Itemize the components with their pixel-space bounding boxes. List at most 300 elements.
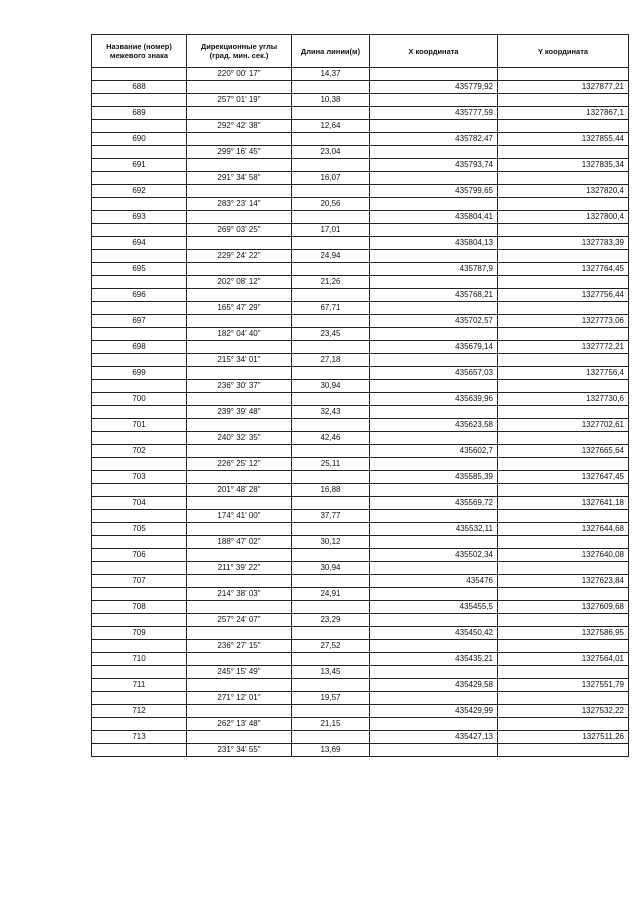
point-row [92, 289, 629, 302]
line-length: 30,94 [292, 562, 370, 575]
point-name-cell [92, 744, 187, 757]
y-cell [498, 68, 629, 81]
point-name: 710 [92, 653, 187, 666]
angle-cell [187, 133, 292, 146]
direction-angle: 262° 13' 48" [187, 718, 292, 731]
point-row [92, 627, 629, 640]
x-coordinate: 435435,21 [370, 653, 498, 666]
point-name-cell [92, 172, 187, 185]
x-coordinate: 435569,72 [370, 497, 498, 510]
length-cell [292, 237, 370, 250]
x-cell [370, 380, 498, 393]
segment-row [92, 718, 629, 731]
y-cell [498, 432, 629, 445]
y-cell [498, 354, 629, 367]
y-cell [498, 302, 629, 315]
point-name: 705 [92, 523, 187, 536]
y-cell [498, 380, 629, 393]
point-name-cell [92, 510, 187, 523]
point-name: 698 [92, 341, 187, 354]
point-name-cell [92, 614, 187, 627]
x-coordinate: 435532,11 [370, 523, 498, 536]
point-row [92, 705, 629, 718]
direction-angle: 220° 00' 17" [187, 68, 292, 81]
point-name-cell [92, 354, 187, 367]
x-coordinate: 435502,34 [370, 549, 498, 562]
point-row [92, 601, 629, 614]
length-cell [292, 107, 370, 120]
y-coordinate: 1327665,64 [498, 445, 629, 458]
point-row [92, 367, 629, 380]
point-name: 701 [92, 419, 187, 432]
point-name-cell [92, 458, 187, 471]
y-coordinate: 1327702,61 [498, 419, 629, 432]
x-coordinate: 435429,99 [370, 705, 498, 718]
x-cell [370, 614, 498, 627]
length-cell [292, 653, 370, 666]
x-cell [370, 354, 498, 367]
x-cell [370, 718, 498, 731]
y-coordinate: 1327800,4 [498, 211, 629, 224]
col-header-length: Длина линии(м) [292, 35, 370, 68]
direction-angle: 269° 03' 25" [187, 224, 292, 237]
line-length: 16,07 [292, 172, 370, 185]
x-cell [370, 666, 498, 679]
segment-row [92, 562, 629, 575]
x-coordinate: 435804,13 [370, 237, 498, 250]
x-coordinate: 435623,58 [370, 419, 498, 432]
point-name-cell [92, 146, 187, 159]
point-name: 693 [92, 211, 187, 224]
point-row [92, 159, 629, 172]
point-name: 703 [92, 471, 187, 484]
point-name: 696 [92, 289, 187, 302]
point-name-cell [92, 380, 187, 393]
direction-angle: 165° 47' 29" [187, 302, 292, 315]
direction-angle: 257° 24' 07" [187, 614, 292, 627]
direction-angle: 226° 25' 12" [187, 458, 292, 471]
col-header-name: Название (номер) межевого знака [92, 35, 187, 68]
x-cell [370, 120, 498, 133]
point-row [92, 237, 629, 250]
x-cell [370, 198, 498, 211]
x-cell [370, 68, 498, 81]
point-name: 692 [92, 185, 187, 198]
segment-row [92, 380, 629, 393]
col-header-x: X координата [370, 35, 498, 68]
line-length: 32,43 [292, 406, 370, 419]
x-coordinate: 435799,65 [370, 185, 498, 198]
line-length: 16,88 [292, 484, 370, 497]
point-name: 697 [92, 315, 187, 328]
point-name-cell [92, 224, 187, 237]
direction-angle: 283° 23' 14" [187, 198, 292, 211]
y-cell [498, 146, 629, 159]
x-cell [370, 432, 498, 445]
y-coordinate: 1327640,08 [498, 549, 629, 562]
point-row [92, 185, 629, 198]
segment-row [92, 224, 629, 237]
boundary-coordinates-table [91, 34, 629, 757]
line-length: 30,12 [292, 536, 370, 549]
angle-cell [187, 471, 292, 484]
segment-row [92, 432, 629, 445]
x-cell [370, 562, 498, 575]
length-cell [292, 367, 370, 380]
line-length: 23,04 [292, 146, 370, 159]
point-row [92, 81, 629, 94]
x-coordinate: 435639,96 [370, 393, 498, 406]
segment-row [92, 94, 629, 107]
segment-row [92, 250, 629, 263]
segment-row [92, 640, 629, 653]
line-length: 23,29 [292, 614, 370, 627]
x-coordinate: 435427,13 [370, 731, 498, 744]
x-cell [370, 406, 498, 419]
point-name-cell [92, 588, 187, 601]
line-length: 19,57 [292, 692, 370, 705]
x-coordinate: 435450,42 [370, 627, 498, 640]
segment-row [92, 458, 629, 471]
length-cell [292, 211, 370, 224]
angle-cell [187, 731, 292, 744]
point-row [92, 445, 629, 458]
segment-row [92, 744, 629, 757]
y-coordinate: 1327586,95 [498, 627, 629, 640]
direction-angle: 299° 16' 45" [187, 146, 292, 159]
direction-angle: 245° 15' 49" [187, 666, 292, 679]
line-length: 42,46 [292, 432, 370, 445]
y-cell [498, 510, 629, 523]
segment-row [92, 198, 629, 211]
length-cell [292, 679, 370, 692]
direction-angle: 215° 34' 01" [187, 354, 292, 367]
y-coordinate: 1327551,79 [498, 679, 629, 692]
y-cell [498, 744, 629, 757]
x-cell [370, 146, 498, 159]
direction-angle: 257° 01' 19" [187, 94, 292, 107]
direction-angle: 236° 30' 37" [187, 380, 292, 393]
x-cell [370, 94, 498, 107]
angle-cell [187, 445, 292, 458]
line-length: 20,56 [292, 198, 370, 211]
x-cell [370, 224, 498, 237]
segment-row [92, 276, 629, 289]
angle-cell [187, 289, 292, 302]
x-coordinate: 435768,21 [370, 289, 498, 302]
point-name: 706 [92, 549, 187, 562]
y-coordinate: 1327820,4 [498, 185, 629, 198]
y-cell [498, 224, 629, 237]
point-name: 700 [92, 393, 187, 406]
length-cell [292, 523, 370, 536]
segment-row [92, 354, 629, 367]
line-length: 21,15 [292, 718, 370, 731]
angle-cell [187, 653, 292, 666]
length-cell [292, 471, 370, 484]
length-cell [292, 133, 370, 146]
col-header-y: Y координата [498, 35, 629, 68]
segment-row [92, 692, 629, 705]
x-cell [370, 692, 498, 705]
y-coordinate: 1327609,68 [498, 601, 629, 614]
segment-row [92, 120, 629, 133]
angle-cell [187, 159, 292, 172]
y-coordinate: 1327756,4 [498, 367, 629, 380]
direction-angle: 236° 27' 15" [187, 640, 292, 653]
y-cell [498, 562, 629, 575]
x-coordinate: 435602,7 [370, 445, 498, 458]
direction-angle: 174° 41' 00" [187, 510, 292, 523]
segment-row [92, 68, 629, 81]
angle-cell [187, 497, 292, 510]
y-coordinate: 1327877,21 [498, 81, 629, 94]
line-length: 14,37 [292, 68, 370, 81]
point-name: 708 [92, 601, 187, 614]
x-cell [370, 172, 498, 185]
direction-angle: 240° 32' 35" [187, 432, 292, 445]
y-coordinate: 1327855,44 [498, 133, 629, 146]
col-header-angle: Дирекционные углы (град. мин. сек.) [187, 35, 292, 68]
y-coordinate: 1327511,26 [498, 731, 629, 744]
point-name-cell [92, 692, 187, 705]
y-coordinate: 1327835,34 [498, 159, 629, 172]
segment-row [92, 510, 629, 523]
point-name-cell [92, 484, 187, 497]
angle-cell [187, 341, 292, 354]
x-cell [370, 484, 498, 497]
angle-cell [187, 315, 292, 328]
point-name-cell [92, 250, 187, 263]
y-cell [498, 458, 629, 471]
y-coordinate: 1327564,01 [498, 653, 629, 666]
point-name: 690 [92, 133, 187, 146]
x-cell [370, 744, 498, 757]
segment-row [92, 484, 629, 497]
line-length: 24,94 [292, 250, 370, 263]
point-name-cell [92, 302, 187, 315]
y-coordinate: 1327623,84 [498, 575, 629, 588]
length-cell [292, 445, 370, 458]
direction-angle: 188° 47' 02" [187, 536, 292, 549]
angle-cell [187, 393, 292, 406]
point-name-cell [92, 666, 187, 679]
x-coordinate: 435455,5 [370, 601, 498, 614]
segment-row [92, 328, 629, 341]
x-coordinate: 435787,9 [370, 263, 498, 276]
direction-angle: 239° 39' 48" [187, 406, 292, 419]
segment-row [92, 588, 629, 601]
point-name: 694 [92, 237, 187, 250]
point-row [92, 575, 629, 588]
x-coordinate: 435702,57 [370, 315, 498, 328]
direction-angle: 229° 24' 22" [187, 250, 292, 263]
point-row [92, 211, 629, 224]
angle-cell [187, 523, 292, 536]
x-coordinate: 435679,14 [370, 341, 498, 354]
segment-row [92, 406, 629, 419]
segment-row [92, 146, 629, 159]
point-name: 704 [92, 497, 187, 510]
line-length: 27,52 [292, 640, 370, 653]
x-coordinate: 435777,59 [370, 107, 498, 120]
y-cell [498, 328, 629, 341]
x-cell [370, 458, 498, 471]
x-cell [370, 536, 498, 549]
point-name-cell [92, 562, 187, 575]
angle-cell [187, 601, 292, 614]
angle-cell [187, 263, 292, 276]
y-coordinate: 1327867,1 [498, 107, 629, 120]
point-row [92, 133, 629, 146]
x-coordinate: 435429,58 [370, 679, 498, 692]
angle-cell [187, 679, 292, 692]
length-cell [292, 731, 370, 744]
length-cell [292, 289, 370, 302]
y-cell [498, 172, 629, 185]
y-cell [498, 718, 629, 731]
length-cell [292, 549, 370, 562]
point-row [92, 497, 629, 510]
length-cell [292, 81, 370, 94]
direction-angle: 271° 12' 01" [187, 692, 292, 705]
angle-cell [187, 705, 292, 718]
y-coordinate: 1327772,21 [498, 341, 629, 354]
length-cell [292, 601, 370, 614]
y-coordinate: 1327644,68 [498, 523, 629, 536]
point-row [92, 471, 629, 484]
direction-angle: 201° 48' 28" [187, 484, 292, 497]
y-cell [498, 588, 629, 601]
line-length: 12,64 [292, 120, 370, 133]
length-cell [292, 627, 370, 640]
y-cell [498, 120, 629, 133]
x-coordinate: 435657,03 [370, 367, 498, 380]
length-cell [292, 419, 370, 432]
point-name: 702 [92, 445, 187, 458]
line-length: 21,26 [292, 276, 370, 289]
point-name: 688 [92, 81, 187, 94]
y-cell [498, 198, 629, 211]
y-cell [498, 614, 629, 627]
x-cell [370, 588, 498, 601]
line-length: 37,77 [292, 510, 370, 523]
point-row [92, 653, 629, 666]
length-cell [292, 263, 370, 276]
angle-cell [187, 185, 292, 198]
x-coordinate: 435779,92 [370, 81, 498, 94]
y-coordinate: 1327647,45 [498, 471, 629, 484]
direction-angle: 291° 34' 58" [187, 172, 292, 185]
point-name-cell [92, 406, 187, 419]
angle-cell [187, 549, 292, 562]
y-coordinate: 1327532,22 [498, 705, 629, 718]
point-row [92, 263, 629, 276]
point-name-cell [92, 432, 187, 445]
angle-cell [187, 419, 292, 432]
x-cell [370, 250, 498, 263]
y-coordinate: 1327756,44 [498, 289, 629, 302]
point-row [92, 523, 629, 536]
direction-angle: 211° 39' 22" [187, 562, 292, 575]
angle-cell [187, 237, 292, 250]
table-body [92, 68, 629, 757]
y-coordinate: 1327730,6 [498, 393, 629, 406]
x-cell [370, 640, 498, 653]
point-name-cell [92, 328, 187, 341]
line-length: 30,94 [292, 380, 370, 393]
direction-angle: 202° 08' 12" [187, 276, 292, 289]
x-cell [370, 328, 498, 341]
angle-cell [187, 211, 292, 224]
x-cell [370, 302, 498, 315]
point-name: 713 [92, 731, 187, 744]
point-name: 712 [92, 705, 187, 718]
length-cell [292, 497, 370, 510]
point-row [92, 731, 629, 744]
y-cell [498, 666, 629, 679]
point-name-cell [92, 68, 187, 81]
length-cell [292, 705, 370, 718]
y-cell [498, 94, 629, 107]
point-name: 711 [92, 679, 187, 692]
line-length: 23,45 [292, 328, 370, 341]
y-coordinate: 1327773,06 [498, 315, 629, 328]
line-length: 17,01 [292, 224, 370, 237]
direction-angle: 182° 04' 40" [187, 328, 292, 341]
point-row [92, 679, 629, 692]
x-coordinate: 435585,39 [370, 471, 498, 484]
y-cell [498, 692, 629, 705]
segment-row [92, 614, 629, 627]
y-cell [498, 250, 629, 263]
point-name: 691 [92, 159, 187, 172]
segment-row [92, 666, 629, 679]
x-cell [370, 510, 498, 523]
segment-row [92, 536, 629, 549]
angle-cell [187, 627, 292, 640]
y-coordinate: 1327783,39 [498, 237, 629, 250]
point-name-cell [92, 120, 187, 133]
line-length: 10,38 [292, 94, 370, 107]
point-name-cell [92, 536, 187, 549]
x-coordinate: 435804,41 [370, 211, 498, 224]
length-cell [292, 185, 370, 198]
point-row [92, 549, 629, 562]
point-name-cell [92, 640, 187, 653]
segment-row [92, 302, 629, 315]
point-name: 709 [92, 627, 187, 640]
y-coordinate: 1327641,18 [498, 497, 629, 510]
point-name-cell [92, 276, 187, 289]
length-cell [292, 393, 370, 406]
point-name: 695 [92, 263, 187, 276]
point-name-cell [92, 198, 187, 211]
y-cell [498, 406, 629, 419]
line-length: 24,91 [292, 588, 370, 601]
length-cell [292, 159, 370, 172]
point-row [92, 341, 629, 354]
y-cell [498, 536, 629, 549]
x-coordinate: 435793,74 [370, 159, 498, 172]
line-length: 25,11 [292, 458, 370, 471]
direction-angle: 214° 38' 03" [187, 588, 292, 601]
angle-cell [187, 367, 292, 380]
point-row [92, 393, 629, 406]
x-coordinate: 435782,47 [370, 133, 498, 146]
y-cell [498, 640, 629, 653]
length-cell [292, 315, 370, 328]
